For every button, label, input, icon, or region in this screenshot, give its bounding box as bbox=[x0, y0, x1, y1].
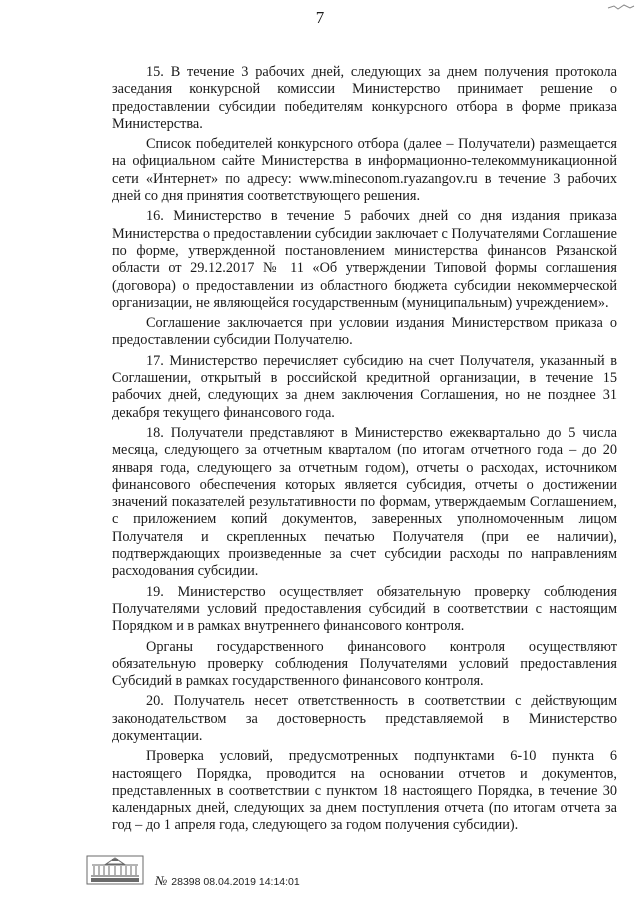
registration-stamp bbox=[155, 873, 300, 889]
registration-number-symbol: № bbox=[155, 873, 168, 888]
document-body bbox=[112, 64, 617, 838]
registration-number-datetime: 28398 08.04.2019 14:14:01 bbox=[171, 876, 300, 888]
page-number: 7 bbox=[315, 8, 325, 27]
government-building-emblem-icon bbox=[86, 855, 144, 885]
corner-scan-mark bbox=[606, 2, 636, 12]
paragraph-19: 19. Министерство осуществляет обязательную проверку соблюдения Получателями условий предоставления субсидий в соответствии с настоящим Порядком и в рамках внутреннего финансового контроля. bbox=[112, 583, 617, 635]
paragraph-16: 16. Министерство в течение 5 рабочих дней со дня издания приказа Министерства о предоставлении субсидии заключает с Получателями Соглашение по форме, утвержденной постановлением министерства финансов Рязанской области от 29.12.2017 № 11 «Об утверждении Типовой формы соглашения (договора) о предоставлении из областного бюджета субсидии некоммерческой организации, не являющейся государственным (муниципальным) учреждением». bbox=[112, 208, 617, 311]
paragraph-verification: Проверка условий, предусмотренных подпунктами 6-10 пункта 6 настоящего Порядка, проводится на основании отчетов и документов, представленных в соответствии с пунктом 18 настоящего Порядка, в течение 30 календарных дней, следующих за днем поступления отчета (по итогам отчета за год – до 1 апреля года, следующего за годом получения субсидии). bbox=[112, 748, 617, 834]
paragraph-agreement-condition: Соглашение заключается при условии издания Министерством приказа о предоставлении субсидии Получателю. bbox=[112, 315, 617, 349]
paragraph-financial-control: Органы государственного финансового контроля осуществляют обязательную проверку соблюдения Получателями условий предоставления Субсидий в рамках государственного финансового контроля. bbox=[112, 638, 617, 690]
paragraph-18: 18. Получатели представляют в Министерство ежеквартально до 5 числа месяца, следующего за отчетным кварталом (по итогам отчетного года – до 20 января года, следующего за отчетным годом), отчеты о расходах, источником финансового обеспечения которых является субсидия, отчеты о достижении значений показателей результативности по формам, утверждаемым Соглашением, с приложением копий документов, заверенных уполномоченным лицом Получателя и скрепленных печатью Получателя (при ее наличии), подтверждающих произведенные за счет субсидии расходы по направлениям расходования субсидии. bbox=[112, 424, 617, 580]
paragraph-15: 15. В течение 3 рабочих дней, следующих за днем получения протокола заседания конкурсной комиссии Министерство принимает решение о предоставлении субсидии победителям конкурсного отбора в форме приказа Министерства. bbox=[112, 64, 617, 132]
paragraph-20: 20. Получатель несет ответственность в соответствии с действующим законодательством за достоверность представляемой в Министерство документации. bbox=[112, 693, 617, 744]
paragraph-recipients-list: Список победителей конкурсного отбора (далее – Получатели) размещается на официальном сайте Министерства в информационно-телекоммуникационной сети «Интернет» по адресу: www.mineconom.ryazangov.ru в течение 3 рабочих дней со дня принятия соответствующего решения. bbox=[112, 136, 617, 205]
paragraph-17: 17. Министерство перечисляет субсидию на счет Получателя, указанный в Соглашении, открытый в российской кредитной организации, в течение 15 рабочих дней, следующих за днем заключения Соглашения, но не позднее 31 декабря текущего финансового года. bbox=[112, 352, 617, 421]
